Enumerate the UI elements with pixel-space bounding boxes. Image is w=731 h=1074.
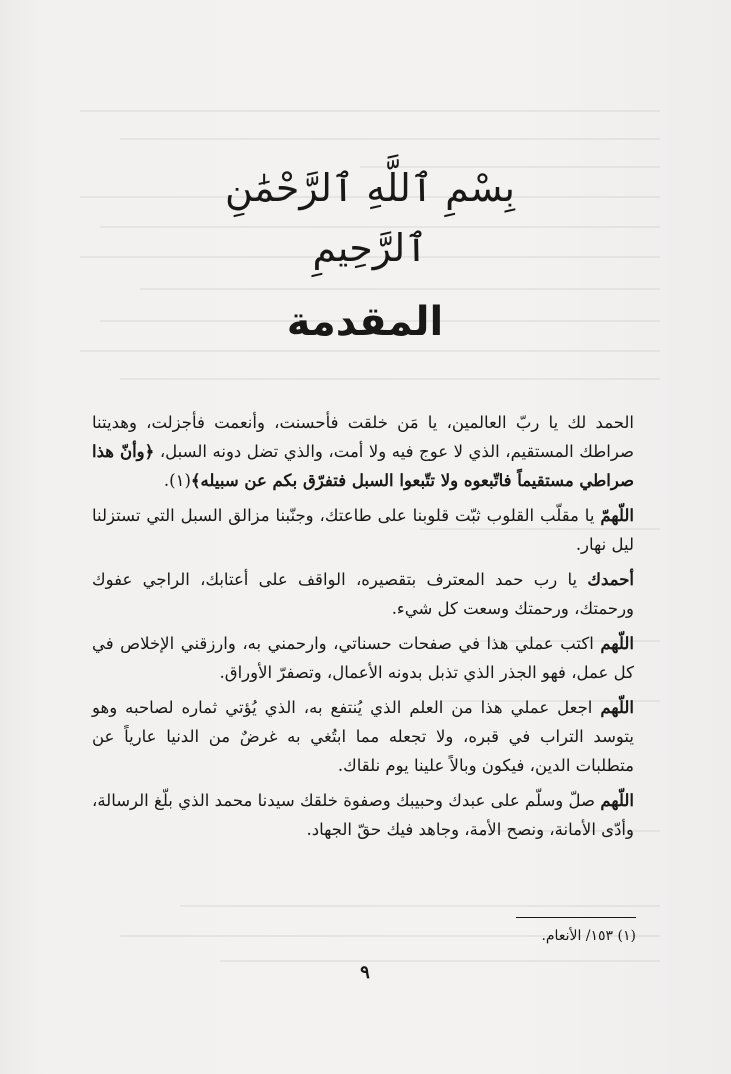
footnote-ref: (١). <box>163 471 191 490</box>
paragraph-4-opening: اللّهم <box>600 634 634 653</box>
paragraph-2-opening: اللّهمّ <box>600 506 634 525</box>
paragraph-1 <box>92 408 634 495</box>
paragraph-4 <box>92 629 634 687</box>
main-text <box>92 408 634 850</box>
paragraph-6-opening: اللّهم <box>600 791 634 810</box>
page-number: ٩ <box>360 962 370 983</box>
footnote-divider <box>516 917 636 918</box>
paragraph-5-text: اجعل عملي هذا من العلم الذي يُنتفع به، الذي يُؤتي ثماره لصاحبه وهو يتوسد التراب في قبره، ولا تجعله مما ابتُغي به غرضٌ من الدنيا عارياً عن متطلبات الدين، فيكون وبالاً علينا يوم نلقاك. <box>92 698 634 775</box>
paragraph-6 <box>92 786 634 844</box>
paragraph-2-text: يا مقلّب القلوب ثبّت قلوبنا على طاعتك، وجنّبنا مزالق السبل التي تستزلنا ليل نهار. <box>92 506 634 554</box>
paragraph-3-opening: أحمدك <box>587 570 634 589</box>
paragraph-5 <box>92 693 634 780</box>
paragraph-3 <box>92 565 634 623</box>
paragraph-4-text: اكتب عملي هذا في صفحات حسناتي، وارحمني به، وارزقني الإخلاص في كل عمل، فهو الجذر الذي تذبل بدونه الأعمال، وتصفرّ الأوراق. <box>92 634 634 682</box>
page-title: المقدمة <box>286 299 444 345</box>
basmala: بِسْمِ ٱللَّهِ ٱلرَّحْمَٰنِ ٱلرَّحِيمِ <box>225 166 515 270</box>
paragraph-6-text: صلّ وسلّم على عبدك وحبيبك وصفوة خلقك سيدنا محمد الذي بلّغ الرسالة، وأدّى الأمانة، ونصح الأمة، وجاهد فيك حقّ الجهاد. <box>92 791 634 839</box>
paragraph-2 <box>92 501 634 559</box>
paragraph-3-text: يا رب حمد المعترف بتقصيره، الواقف على أعتابك، الراجي عفوك ورحمتك، ورحمتك وسعت كل شيء. <box>92 570 634 618</box>
quran-verse: ﴿وأنّ هذا صراطي مستقيماً فاتّبعوه ولا تتّبعوا السبل فتفرّق بكم عن سبيله﴾ <box>92 442 634 490</box>
footnote: (١) ١٥٣/ الأنعام. <box>541 928 636 944</box>
paragraph-1-text: الحمد لك يا ربّ العالمين، يا مَن خلقت فأحسنت، وأنعمت فأجزلت، وهديتنا صراطك المستقيم، الذي لا عوج فيه ولا أمت، والذي تضل دونه السبل، <box>92 413 634 461</box>
paragraph-5-opening: اللّهم <box>600 698 634 717</box>
